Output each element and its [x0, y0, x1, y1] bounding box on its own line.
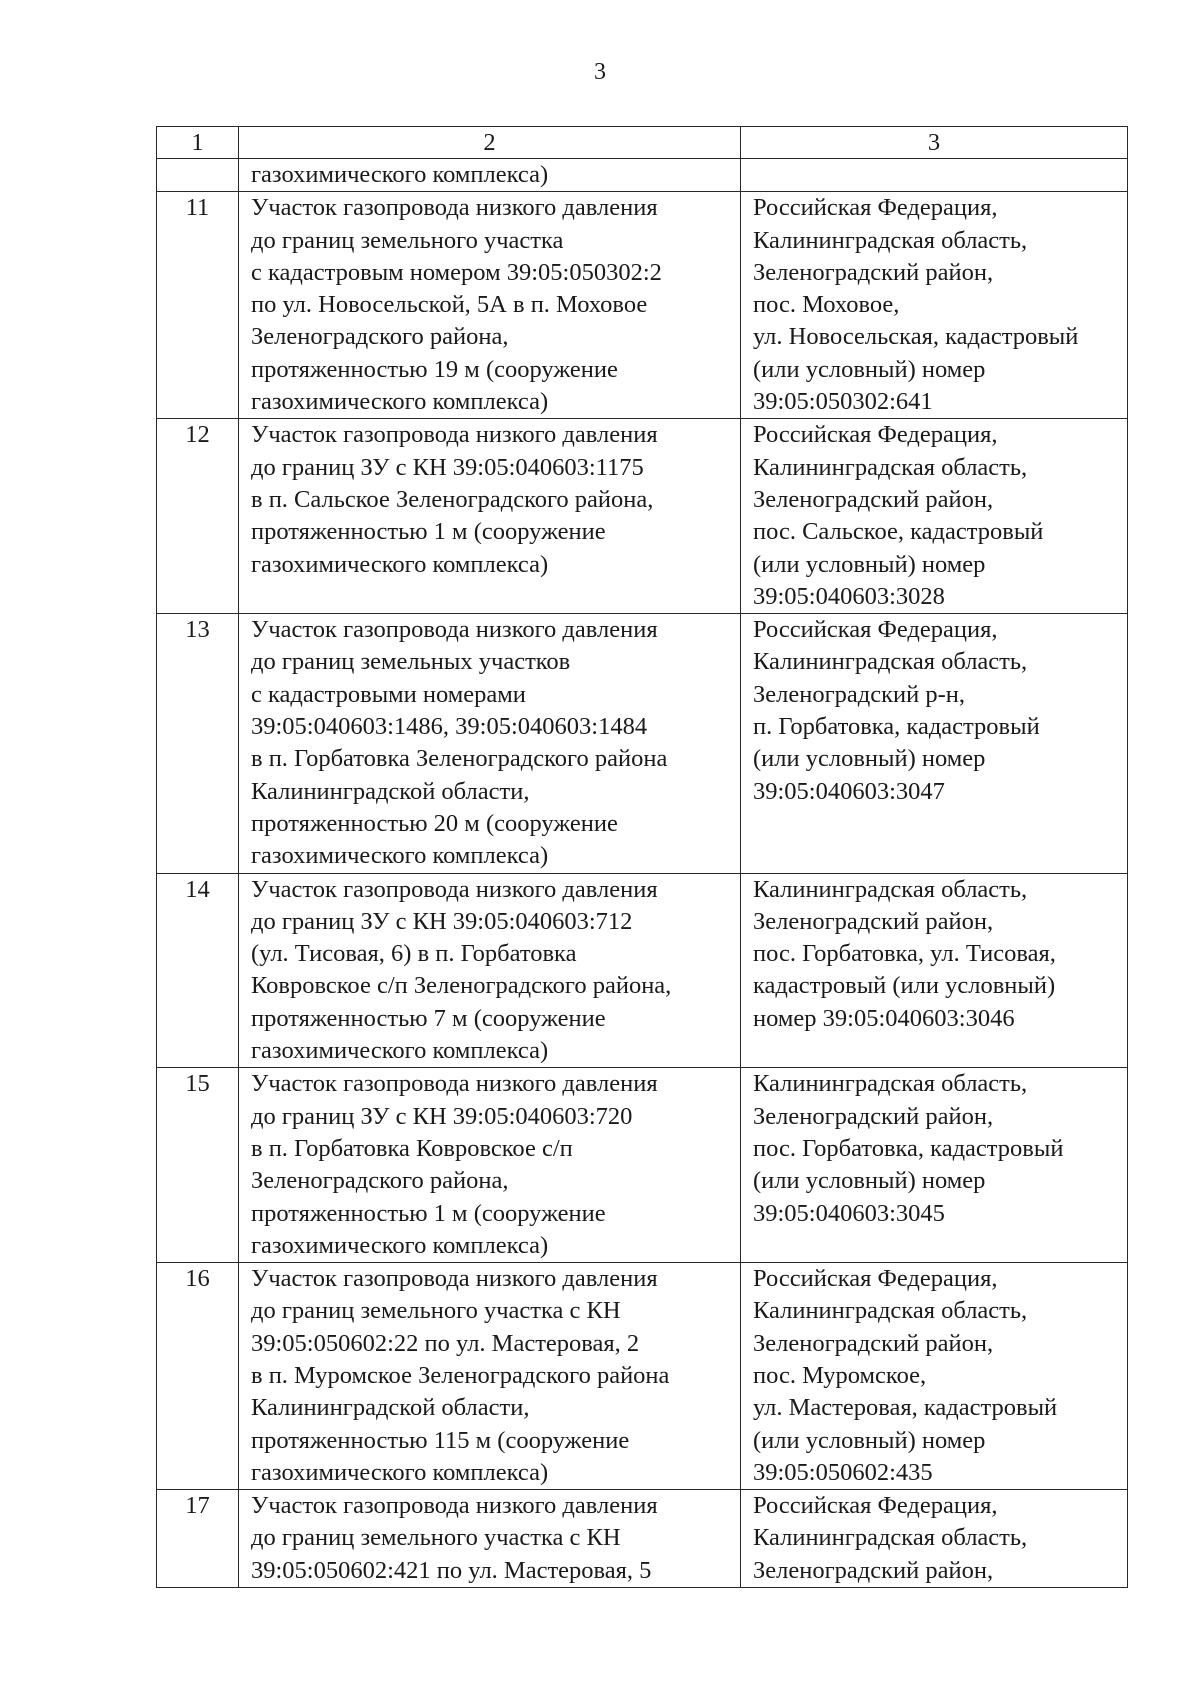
row-number: 12	[157, 419, 239, 614]
row-number: 15	[157, 1068, 239, 1263]
header-cell-1: 1	[157, 127, 239, 159]
row-number: 16	[157, 1263, 239, 1490]
row-number: 11	[157, 192, 239, 419]
row-description: Участок газопровода низкого давления до границ земельного участка с кадастровым номером 39:05:050302:2 по ул. Новосельской, 5А в п. Моховое Зеленоградского района, протяженностью 19 м (сооружение газохимического комплекса)	[239, 192, 741, 419]
row-address: Российская Федерация, Калининградская область, Зеленоградский район,	[741, 1490, 1128, 1588]
row-address: Калининградская область, Зеленоградский район, пос. Горбатовка, кадастровый (или условный) номер 39:05:040603:3045	[741, 1068, 1128, 1263]
header-cell-3: 3	[741, 127, 1128, 159]
table-row-continuation	[157, 159, 1128, 192]
row-address: Российская Федерация, Калининградская область, Зеленоградский район, пос. Моховое, ул. Новосельская, кадастровый (или условный) номер 39:05:050302:641	[741, 192, 1128, 419]
row-number: 17	[157, 1490, 239, 1588]
row-number: 14	[157, 873, 239, 1068]
row-description: Участок газопровода низкого давления до границ ЗУ с КН 39:05:040603:712 (ул. Тисовая, 6) в п. Горбатовка Ковровское с/п Зеленоградского района, протяженностью 7 м (сооружение газохимического комплекса)	[239, 873, 741, 1068]
table-row	[157, 873, 1128, 1068]
table-row	[157, 614, 1128, 873]
row-address	[741, 159, 1128, 192]
table-row	[157, 1068, 1128, 1263]
table-row	[157, 1490, 1128, 1588]
row-number	[157, 159, 239, 192]
page-number: 3	[594, 59, 606, 85]
row-number: 13	[157, 614, 239, 873]
row-address: Российская Федерация, Калининградская область, Зеленоградский район, пос. Сальское, кадастровый (или условный) номер 39:05:040603:3028	[741, 419, 1128, 614]
header-cell-2: 2	[239, 127, 741, 159]
row-description: Участок газопровода низкого давления до границ земельного участка с КН 39:05:050602:421 по ул. Мастеровая, 5	[239, 1490, 741, 1588]
table-row	[157, 1263, 1128, 1490]
row-description: Участок газопровода низкого давления до границ земельного участка с КН 39:05:050602:22 по ул. Мастеровая, 2 в п. Муромское Зеленоградского района Калининградской области, протяженностью 115 м (сооружение газохимического комплекса)	[239, 1263, 741, 1490]
objects-table	[156, 126, 1128, 1588]
table-row	[157, 419, 1128, 614]
row-address: Российская Федерация, Калининградская область, Зеленоградский р-н, п. Горбатовка, кадастровый (или условный) номер 39:05:040603:3047	[741, 614, 1128, 873]
row-description: Участок газопровода низкого давления до границ ЗУ с КН 39:05:040603:1175 в п. Сальское Зеленоградского района, протяженностью 1 м (сооружение газохимического комплекса)	[239, 419, 741, 614]
table-header-row	[157, 127, 1128, 159]
row-address: Калининградская область, Зеленоградский район, пос. Горбатовка, ул. Тисовая, кадастровый (или условный) номер 39:05:040603:3046	[741, 873, 1128, 1068]
table-row	[157, 192, 1128, 419]
row-description: Участок газопровода низкого давления до границ земельных участков с кадастровыми номерами 39:05:040603:1486, 39:05:040603:1484 в п. Горбатовка Зеленоградского района Калининградской области, протяженностью 20 м (сооружение газохимического комплекса)	[239, 614, 741, 873]
row-description: Участок газопровода низкого давления до границ ЗУ с КН 39:05:040603:720 в п. Горбатовка Ковровское с/п Зеленоградского района, протяженностью 1 м (сооружение газохимического комплекса)	[239, 1068, 741, 1263]
row-address: Российская Федерация, Калининградская область, Зеленоградский район, пос. Муромское, ул. Мастеровая, кадастровый (или условный) номер 39:05:050602:435	[741, 1263, 1128, 1490]
row-description: газохимического комплекса)	[239, 159, 741, 192]
